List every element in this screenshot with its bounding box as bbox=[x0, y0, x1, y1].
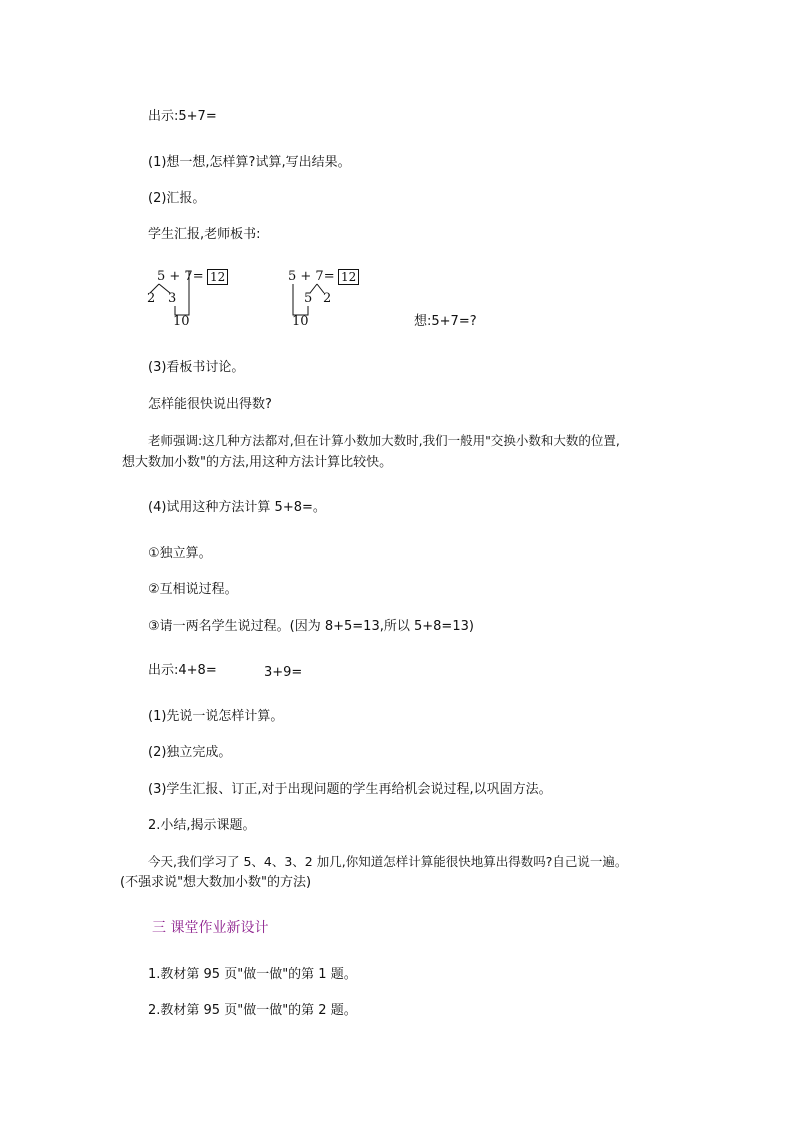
emphasis-line-1: 老师强调:这几种方法都对,但在计算小数加大数时,我们一般用"交换小数和大数的位置, bbox=[148, 433, 620, 448]
split-left-number: 5 bbox=[304, 291, 313, 306]
ten-label: 10 bbox=[292, 314, 309, 329]
split-right-number: 3 bbox=[168, 291, 177, 306]
split-right-number: 2 bbox=[323, 291, 332, 306]
today-line-1: 今天,我们学习了 5、4、3、2 加几,你知道怎样计算能很快地算出得数吗?自己说一遍。 bbox=[148, 854, 628, 869]
ten-label: 10 bbox=[173, 314, 190, 329]
show-expression-2b: 3+9= bbox=[264, 665, 303, 680]
today-line-2: (不强求说"想大数加小数"的方法) bbox=[120, 875, 312, 890]
think-line: 想:5+7=? bbox=[414, 314, 477, 329]
practice-step-3: (3)学生汇报、订正,对于出现问题的学生再给机会说过程,以巩固方法。 bbox=[148, 782, 552, 797]
circle-step-1: ①独立算。 bbox=[148, 546, 212, 561]
homework-2: 2.教材第 95 页"做一做"的第 2 题。 bbox=[148, 1003, 357, 1018]
split-left-number: 2 bbox=[147, 291, 156, 306]
report-line: 学生汇报,老师板书: bbox=[148, 227, 261, 242]
result-box: 12 bbox=[338, 269, 359, 285]
expression-text: 5 + 7= bbox=[288, 269, 335, 284]
expression-text: 5 + 7= bbox=[157, 269, 204, 284]
emphasis-line-2: 想大数加小数"的方法,用这种方法计算比较快。 bbox=[122, 455, 393, 470]
practice-step-1: (1)先说一说怎样计算。 bbox=[148, 709, 284, 724]
show-expression-2a: 出示:4+8= bbox=[148, 663, 217, 678]
homework-1: 1.教材第 95 页"做一做"的第 1 题。 bbox=[148, 967, 357, 982]
circle-step-3: ③请一两名学生说过程。(因为 8+5=13,所以 5+8=13) bbox=[148, 619, 474, 634]
circle-step-2: ②互相说过程。 bbox=[148, 582, 238, 597]
step-4: (4)试用这种方法计算 5+8=。 bbox=[148, 500, 326, 515]
board-diagram-2 bbox=[286, 268, 386, 332]
practice-step-2: (2)独立完成。 bbox=[148, 745, 232, 760]
section-heading: 三 课堂作业新设计 bbox=[152, 920, 269, 936]
question-line: 怎样能很快说出得数? bbox=[148, 397, 272, 412]
show-expression-1: 出示:5+7= bbox=[148, 109, 217, 124]
step-1: (1)想一想,怎样算?试算,写出结果。 bbox=[148, 155, 351, 170]
result-box: 12 bbox=[207, 269, 228, 285]
board-diagram-1 bbox=[145, 268, 245, 332]
step-2: (2)汇报。 bbox=[148, 191, 206, 206]
summary-heading: 2.小结,揭示课题。 bbox=[148, 818, 256, 833]
step-3: (3)看板书讨论。 bbox=[148, 360, 245, 375]
